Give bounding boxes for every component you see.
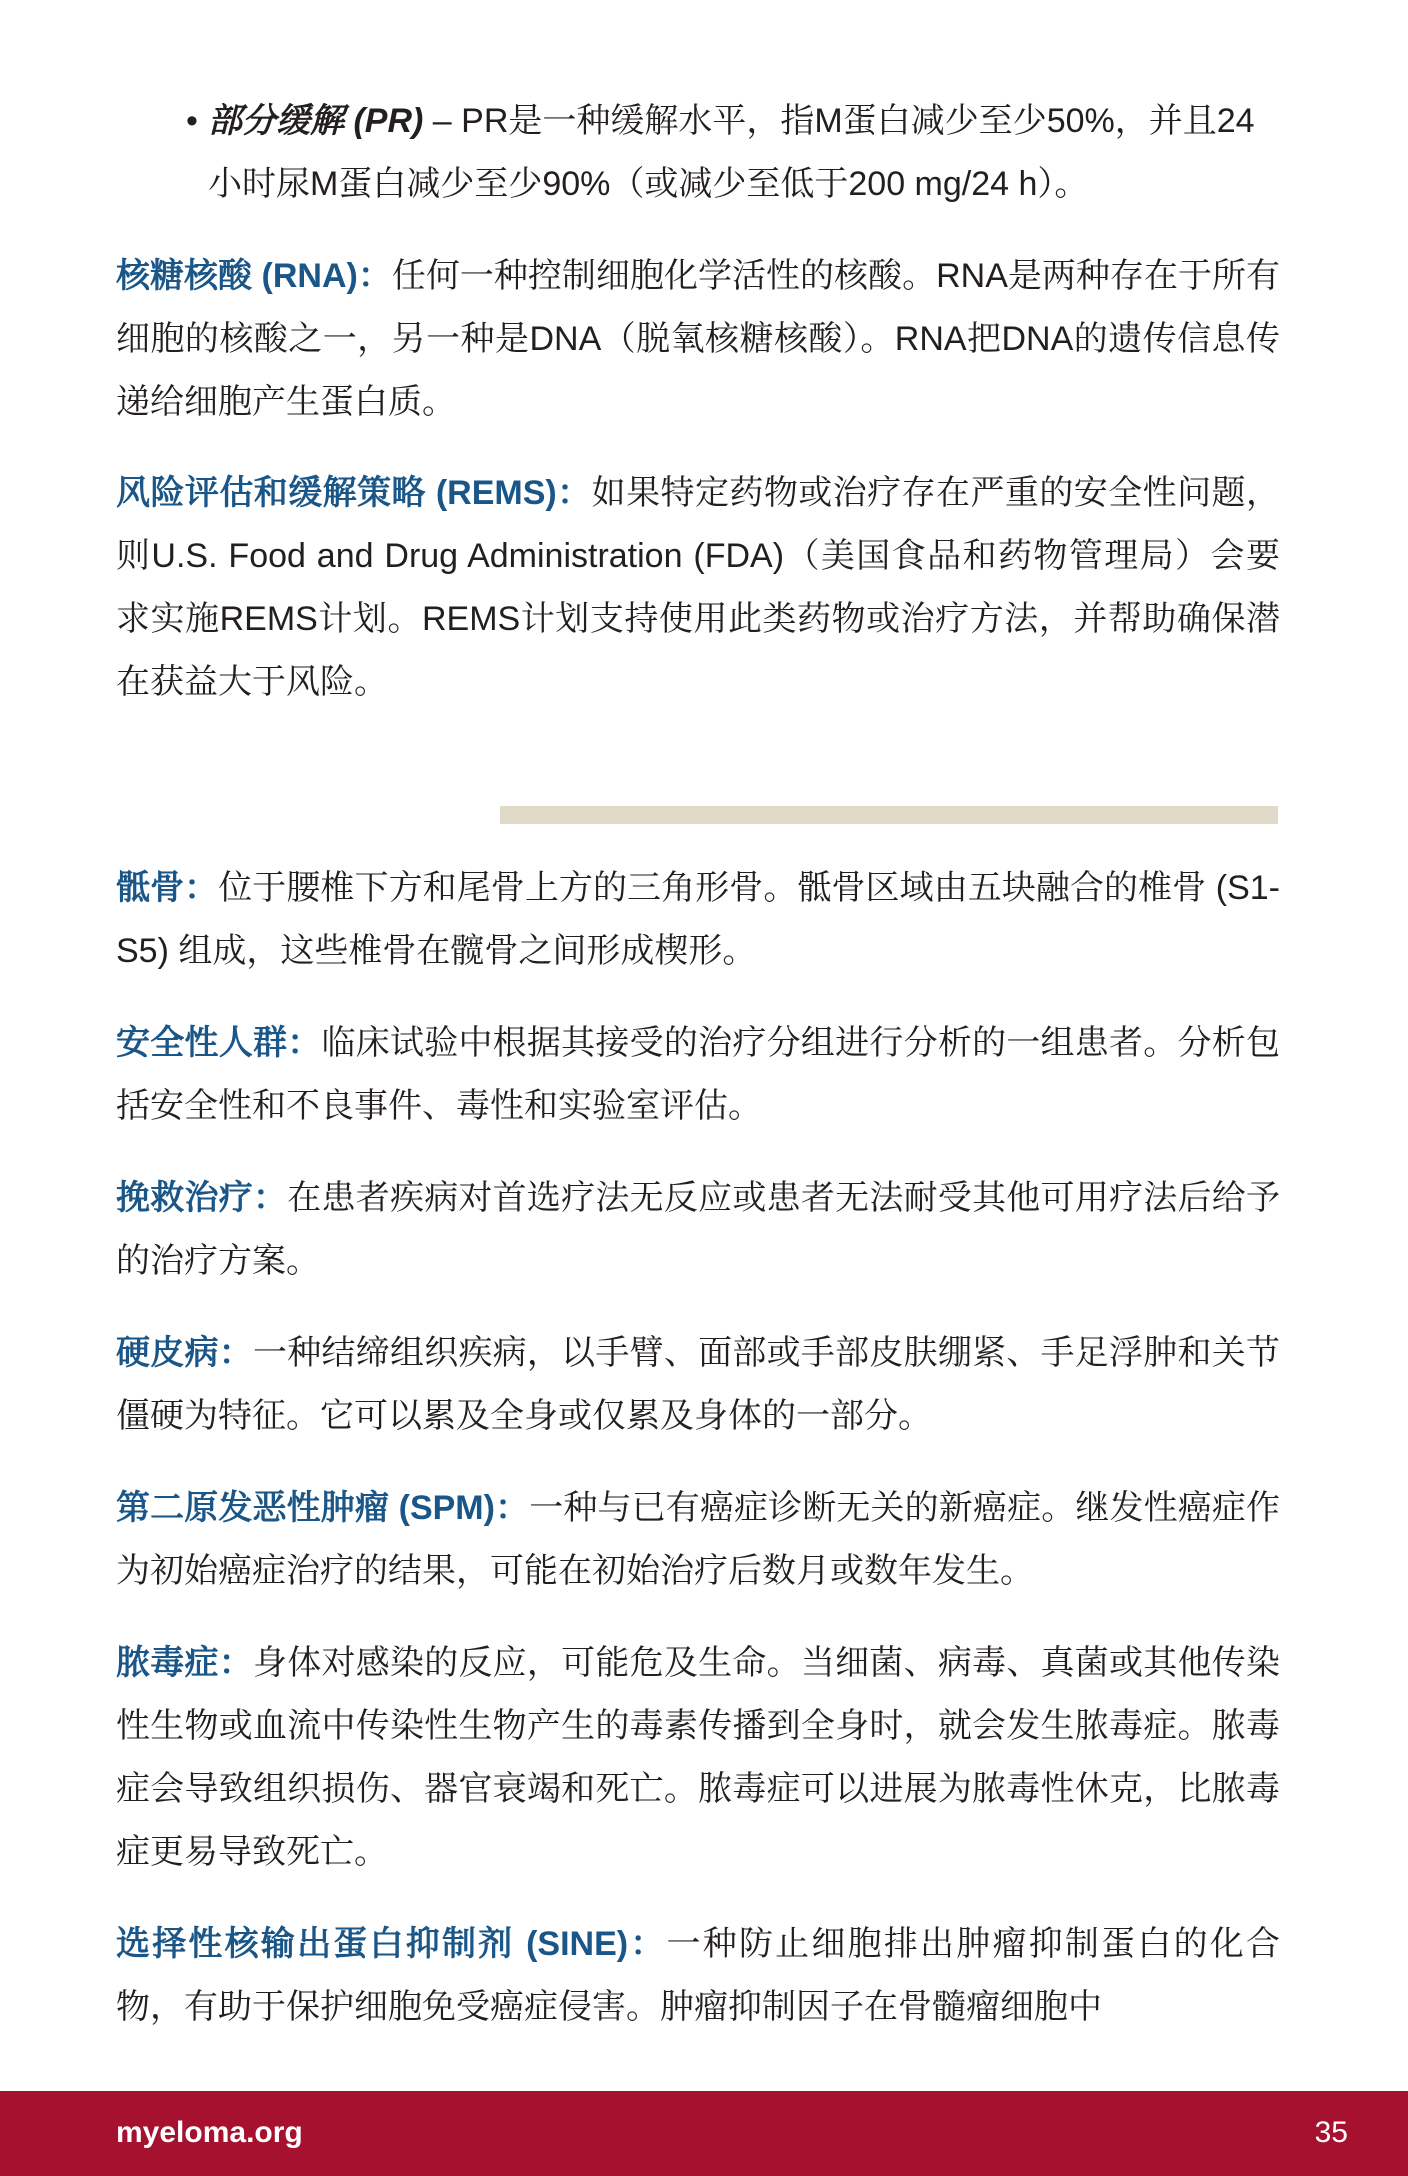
section-divider (500, 806, 1278, 824)
glossary-term: 安全性人群： (116, 1024, 322, 1062)
glossary-definition: 一种结缔组织疾病，以手臂、面部或手部皮肤绷紧、手足浮肿和关节僵硬为特征。它可以累及全身或仅累及身体的一部分。 (116, 1334, 1281, 1435)
glossary-entry-spm (116, 1477, 1280, 1603)
glossary-term: 部分缓解 (PR) (208, 102, 424, 140)
glossary-definition: PR是一种缓解水平，指M蛋白减少至少50%，并且24小时尿M蛋白减少至少90%（或减少至低于200 mg/24 h）。 (208, 102, 1255, 203)
bullet-marker: • (186, 102, 198, 140)
glossary-definition: 在患者疾病对首选疗法无反应或患者无法耐受其他可用疗法后给予的治疗方案。 (116, 1179, 1281, 1280)
glossary-term: 风险评估和缓解策略 (REMS)： (116, 474, 592, 512)
glossary-term: 脓毒症： (116, 1644, 253, 1682)
glossary-entry-partial-response (186, 90, 1280, 216)
glossary-definition: 位于腰椎下方和尾骨上方的三角形骨。骶骨区域由五块融合的椎骨 (S1-S5) 组成，这些椎骨在髋骨之间形成楔形。 (116, 869, 1280, 970)
glossary-definition: 临床试验中根据其接受的治疗分组进行分析的一组患者。分析包括安全性和不良事件、毒性和实验室评估。 (116, 1024, 1281, 1125)
glossary-entry-sine (116, 1913, 1280, 2039)
glossary-term: 第二原发恶性肿瘤 (SPM)： (116, 1489, 530, 1527)
glossary-entry-rna (116, 245, 1280, 434)
glossary-entry-safety-population (116, 1012, 1280, 1138)
glossary-definition: 一种防止细胞排出肿瘤抑制蛋白的化合物，有助于保护细胞免受癌症侵害。肿瘤抑制因子在骨髓瘤细胞中 (116, 1925, 1281, 2026)
page-number: 35 (1314, 2116, 1348, 2149)
glossary-term: 核糖核酸 (RNA)： (116, 257, 392, 295)
glossary-entry-sacrum (116, 857, 1280, 983)
glossary-entry-scleroderma (116, 1322, 1280, 1448)
glossary-definition: 任何一种控制细胞化学活性的核酸。RNA是两种存在于所有细胞的核酸之一，另一种是DNA（脱氧核糖核酸）。RNA把DNA的遗传信息传递给细胞产生蛋白质。 (116, 257, 1280, 421)
glossary-term: 硬皮病： (116, 1334, 253, 1372)
glossary-term: 挽救治疗： (116, 1179, 288, 1217)
glossary-definition: 一种与已有癌症诊断无关的新癌症。继发性癌症作为初始癌症治疗的结果，可能在初始治疗后数月或数年发生。 (116, 1489, 1280, 1590)
glossary-definition: 身体对感染的反应，可能危及生命。当细菌、病毒、真菌或其他传染性生物或血流中传染性生物产生的毒素传播到全身时，就会发生脓毒症。脓毒症会导致组织损伤、器官衰竭和死亡。脓毒症可以进展为脓毒性休克，比脓毒症更易导致死亡。 (116, 1644, 1281, 1871)
glossary-term: 选择性核输出蛋白抑制剂 (SINE)： (116, 1925, 667, 1963)
glossary-term: 骶骨： (116, 869, 219, 907)
term-separator: – (423, 102, 462, 140)
glossary-definition: 如果特定药物或治疗存在严重的安全性问题，则U.S. Food and Drug Administration (FDA)（美国食品和药物管理局）会要求实施REMS计划。REMS计划支持使用此类药物或治疗方法，并帮助确保潜在获益大于风险。 (116, 474, 1281, 701)
footer-bar (0, 2091, 1408, 2176)
footer-website: myeloma.org (116, 2116, 303, 2149)
glossary-entry-sepsis (116, 1632, 1280, 1884)
glossary-entry-rems (116, 462, 1280, 714)
glossary-entry-salvage-therapy (116, 1167, 1280, 1293)
